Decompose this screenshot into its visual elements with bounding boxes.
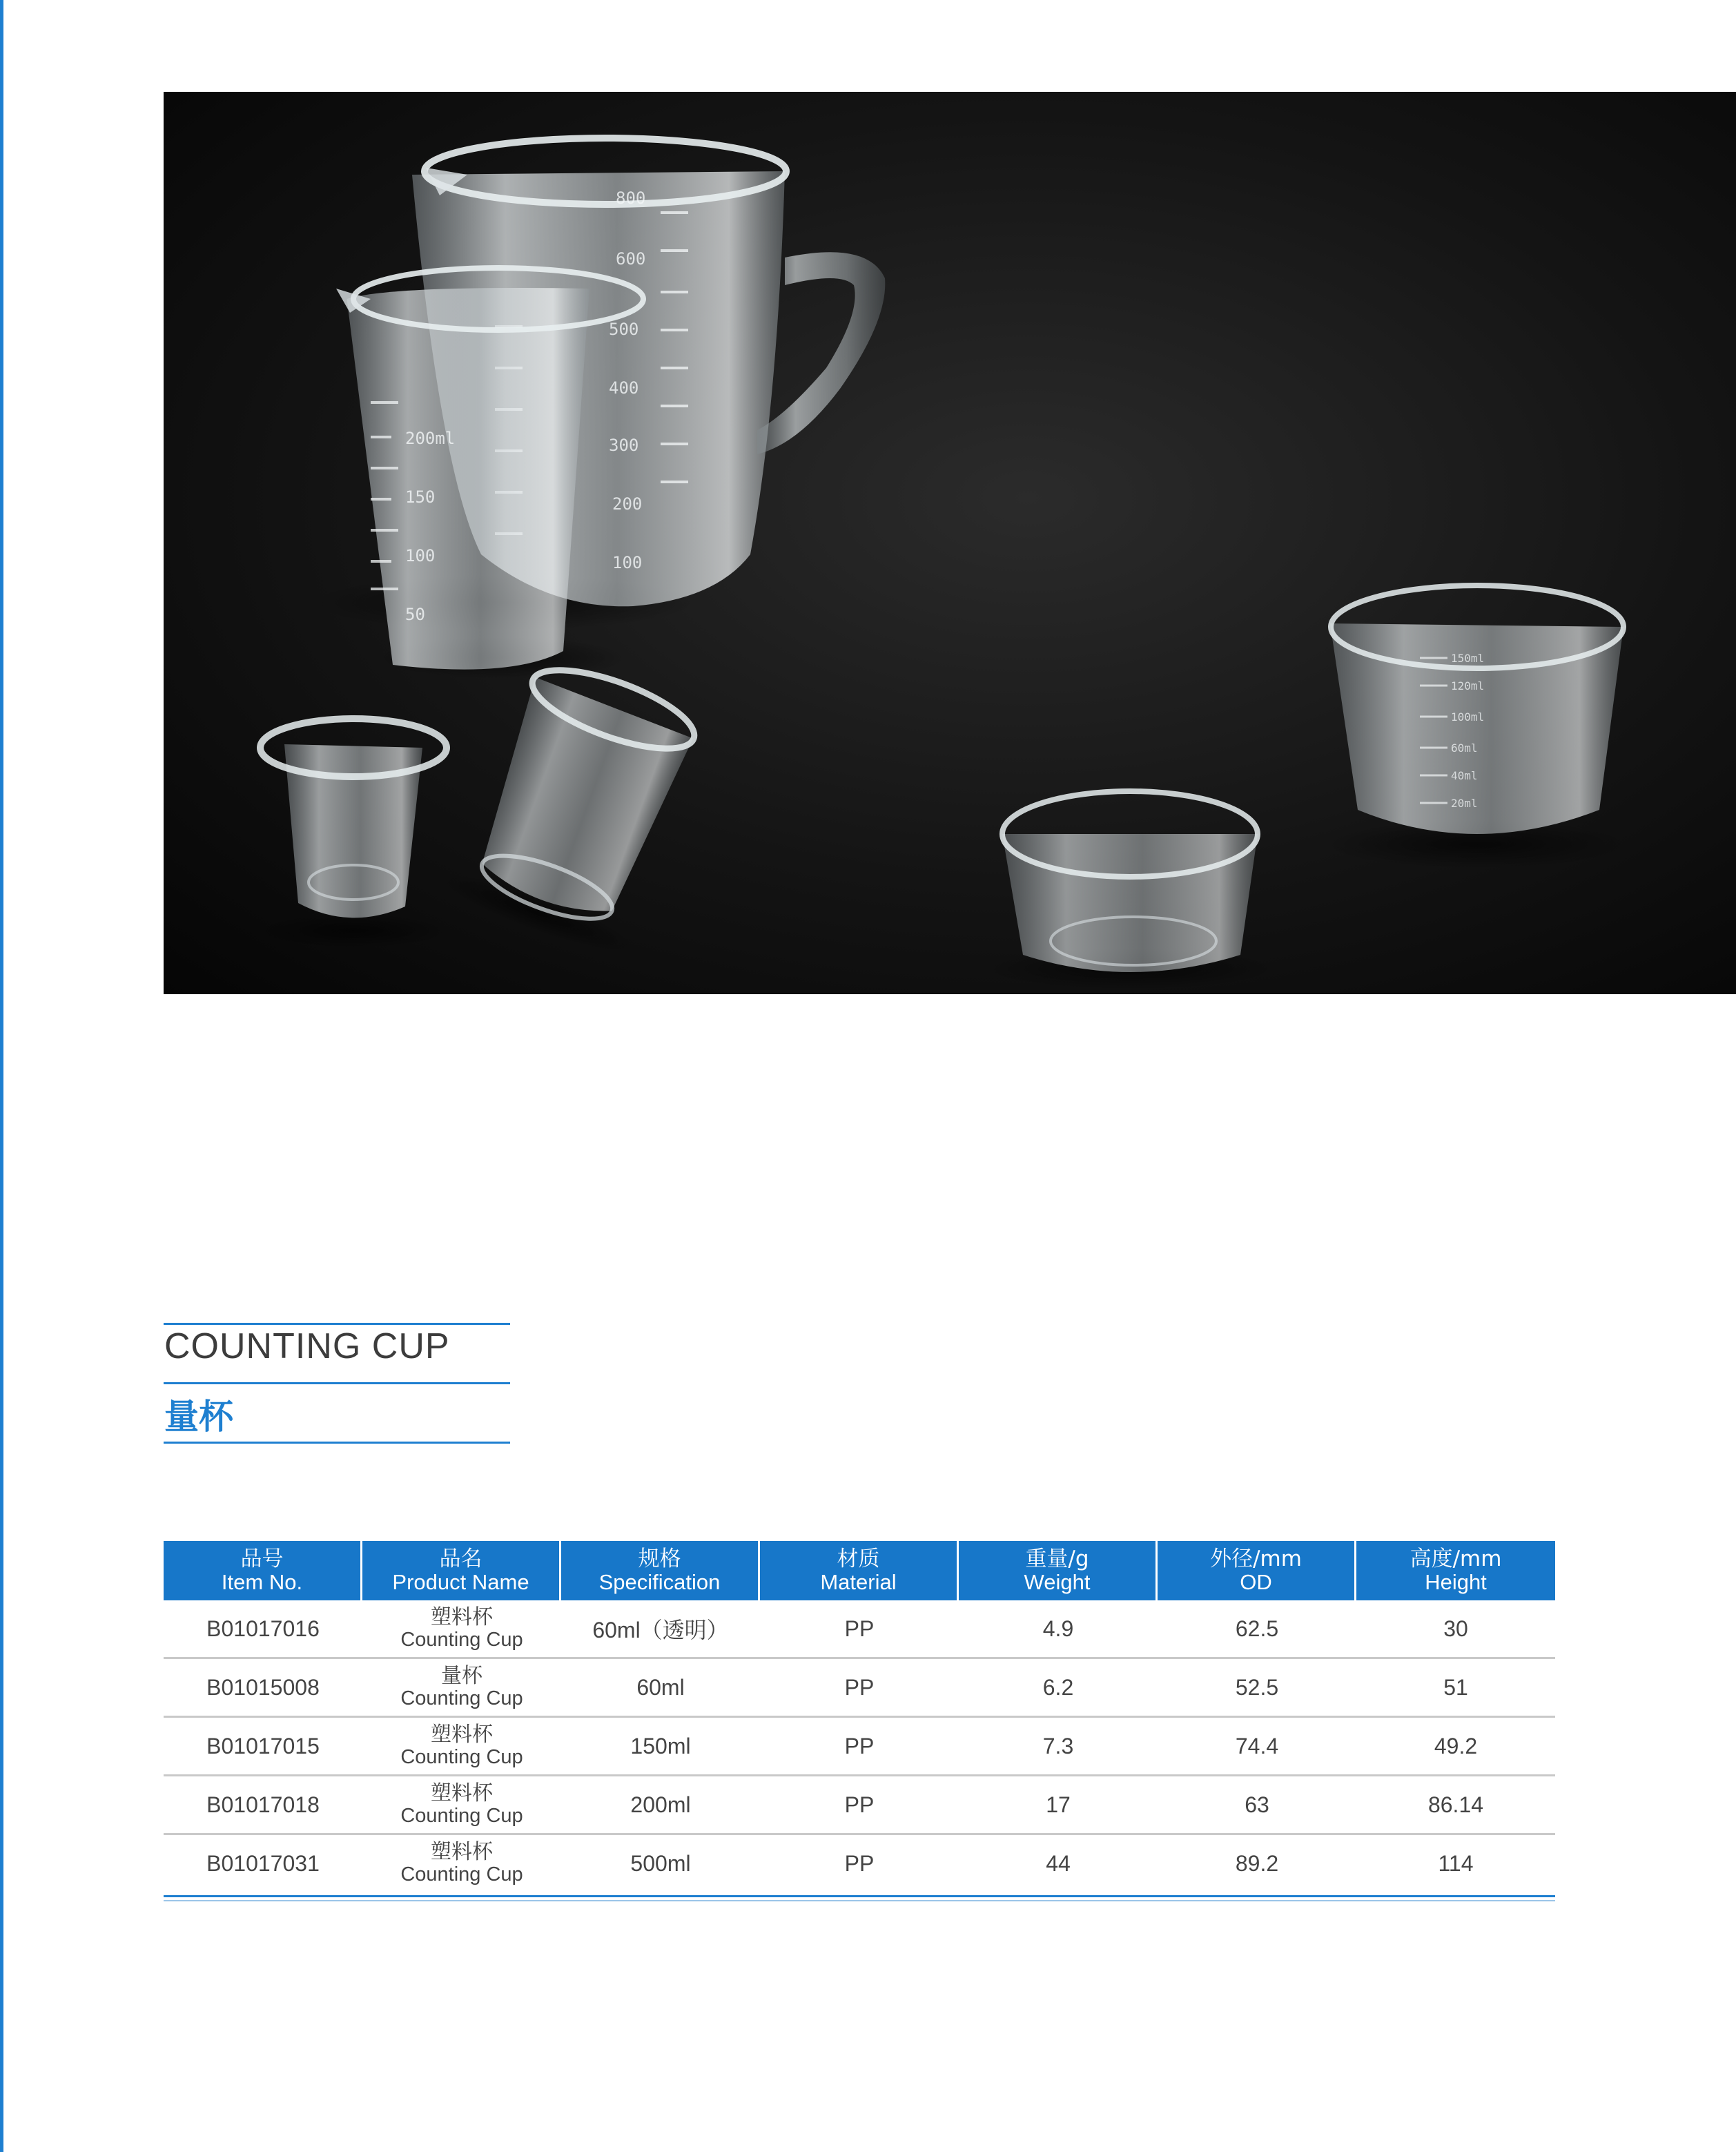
table-row xyxy=(164,1835,1555,1892)
cell-specification: 200ml xyxy=(561,1776,760,1835)
cell-od: 63 xyxy=(1158,1776,1356,1835)
jug-label-800: 800 xyxy=(616,188,646,208)
cell-od: 52.5 xyxy=(1158,1659,1356,1718)
table-row xyxy=(164,1718,1555,1776)
header-product-name: 品名 Product Name xyxy=(362,1541,561,1600)
section-title-en: COUNTING CUP xyxy=(164,1326,450,1366)
cell-item-no: B01015008 xyxy=(164,1659,362,1718)
header-specification: 规格 Specification xyxy=(561,1541,760,1600)
jug-label-100: 100 xyxy=(612,553,643,572)
cell-material: PP xyxy=(760,1776,959,1835)
jug-label-300: 300 xyxy=(609,436,639,455)
cell-material: PP xyxy=(760,1600,959,1659)
table-bottom-rule xyxy=(164,1895,1555,1897)
cell-weight: 4.9 xyxy=(959,1600,1158,1659)
title-rule-top xyxy=(164,1323,510,1325)
cell-product-name: 塑料杯 Counting Cup xyxy=(362,1776,561,1835)
cell-item-no: B01017018 xyxy=(164,1776,362,1835)
cell-product-name: 塑料杯 Counting Cup xyxy=(362,1718,561,1776)
jug-label-500: 500 xyxy=(609,320,639,339)
cell-weight: 6.2 xyxy=(959,1659,1158,1718)
cup150-label-120ml: 120ml xyxy=(1451,679,1485,692)
cell-product-name: 塑料杯 Counting Cup xyxy=(400,1840,523,1886)
cell-height: 30 xyxy=(1356,1600,1555,1659)
beaker-label-50: 50 xyxy=(405,605,425,624)
section-title-cn: 量杯 xyxy=(164,1397,233,1437)
product-photo xyxy=(164,92,1736,994)
cell-height: 51 xyxy=(1356,1659,1555,1718)
cell-od: 74.4 xyxy=(1158,1718,1356,1776)
header-weight: 重量/g Weight xyxy=(959,1541,1158,1600)
cell-material: PP xyxy=(844,1850,875,1876)
jug-label-600: 600 xyxy=(616,249,646,269)
cell-height: 86.14 xyxy=(1356,1776,1555,1835)
table-bottom-rule-secondary xyxy=(164,1900,1555,1901)
cell-item-no: B01017031 xyxy=(206,1850,320,1876)
title-rule-middle xyxy=(164,1382,510,1384)
cell-od: 62.5 xyxy=(1158,1600,1356,1659)
cup-150ml xyxy=(1325,585,1629,869)
jug-label-400: 400 xyxy=(609,378,639,398)
cell-specification: 60ml xyxy=(561,1659,760,1718)
cell-item-no: B01017015 xyxy=(164,1718,362,1776)
cell-product-name: 量杯 Counting Cup xyxy=(362,1659,561,1718)
beaker-label-100: 100 xyxy=(405,546,436,565)
cup150-label-100ml: 100ml xyxy=(1451,710,1485,724)
beaker-label-150: 150 xyxy=(405,487,436,507)
cell-weight: 44 xyxy=(1046,1850,1071,1876)
cell-specification: 500ml xyxy=(630,1850,691,1876)
table-row xyxy=(164,1659,1555,1718)
page-edge-bar xyxy=(0,0,3,2152)
header-od: 外径/mm OD xyxy=(1158,1541,1356,1600)
cell-weight: 17 xyxy=(959,1776,1158,1835)
spec-table xyxy=(164,1541,1555,1892)
cup-60ml-tilted xyxy=(434,648,719,965)
jug-label-200: 200 xyxy=(612,494,643,514)
table-row xyxy=(164,1600,1555,1659)
cup150-label-60ml: 60ml xyxy=(1451,741,1478,755)
cell-height: 114 xyxy=(1438,1850,1474,1876)
cup150-label-150ml: 150ml xyxy=(1451,652,1485,665)
cup150-label-20ml: 20ml xyxy=(1451,797,1478,810)
header-height: 高度/mm Height xyxy=(1356,1541,1555,1600)
cup-60ml-small xyxy=(257,719,450,948)
table-row xyxy=(164,1776,1555,1835)
cell-weight: 7.3 xyxy=(959,1718,1158,1776)
cell-specification: 60ml（透明） xyxy=(561,1600,760,1659)
cell-item-no: B01017016 xyxy=(164,1600,362,1659)
header-item-no: 品号 Item No. xyxy=(164,1541,362,1600)
cell-od: 89.2 xyxy=(1235,1850,1279,1876)
header-material: 材质 Material xyxy=(760,1541,959,1600)
cell-material: PP xyxy=(760,1718,959,1776)
cell-product-name: 塑料杯 Counting Cup xyxy=(362,1600,561,1659)
cup150-label-40ml: 40ml xyxy=(1451,769,1478,782)
cell-material: PP xyxy=(760,1659,959,1718)
beaker-label-200ml: 200ml xyxy=(405,429,456,448)
title-rule-bottom xyxy=(164,1442,510,1444)
cell-height: 49.2 xyxy=(1356,1718,1555,1776)
table-header-row xyxy=(164,1541,1555,1600)
cell-specification: 150ml xyxy=(561,1718,760,1776)
cup-60ml-clear xyxy=(985,791,1275,989)
